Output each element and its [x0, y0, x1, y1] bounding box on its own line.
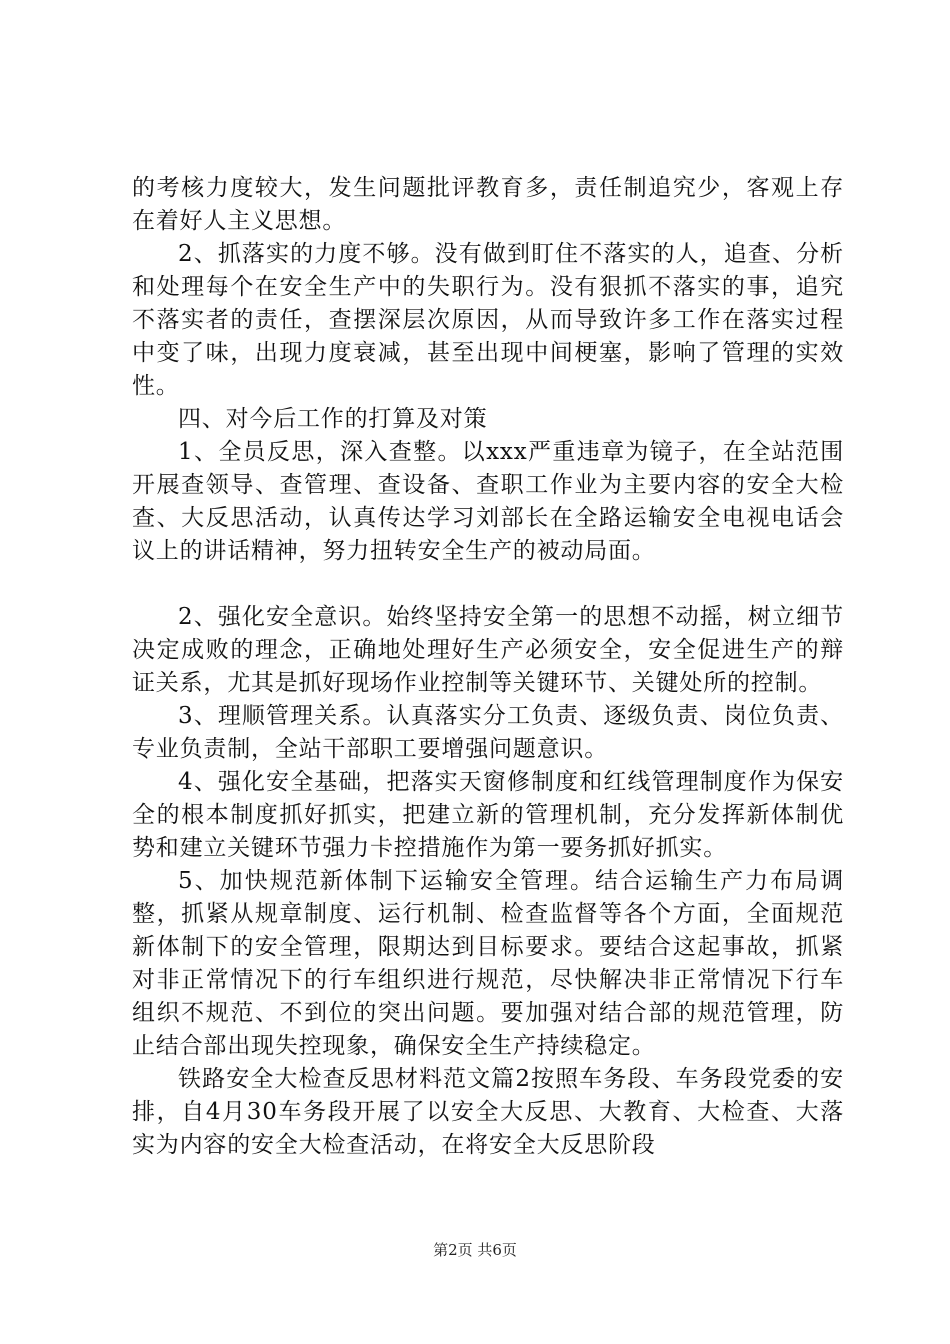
paragraph-item-5-standardization: 5、加快规范新体制下运输安全管理。结合运输生产力布局调整，抓紧从规章制度、运行机制、检查监督等各个方面，全面规范新体制下的安全管理，限期达到目标要求。要结合这起事故，抓紧对非正常情况下的行车组织进行规范，尽快解决非正常情况下行车组织不规范、不到位的突出问题。要加强对结合部的规范管理，防止结合部出现失控现象，确保安全生产持续稳定。	[132, 868, 844, 1059]
paragraph-item-4-safety-foundation: 4、强化安全基础，把落实天窗修制度和红线管理制度作为保安全的根本制度抓好抓实，把建立新的管理机制，充分发挥新体制优势和建立关键环节强力卡控措施作为第一要务抓好抓实。	[132, 769, 844, 861]
paragraph-item-3-management: 3、理顺管理关系。认真落实分工负责、逐级负责、岗位负责、专业负责制，全站干部职工要增强问题意识。	[132, 703, 844, 762]
section-heading-future-plans: 四、对今后工作的打算及对策	[178, 406, 488, 432]
paragraph-item-1-reflection: 1、全员反思，深入查整。以xxx严重违章为镜子，在全站范围开展查领导、查管理、查设备、查职工作业为主要内容的安全大检查、大反思活动，认真传达学习刘部长在全路运输安全电视电话会议上的讲话精神，努力扭转安全生产的被动局面。	[132, 439, 844, 564]
page-number-footer: 第2页 共6页	[433, 1241, 517, 1259]
paragraph-item-2-safety-awareness: 2、强化安全意识。始终坚持安全第一的思想不动摇，树立细节决定成败的理念，正确地处理好生产必须安全，安全促进生产的辩证关系，尤其是抓好现场作业控制等关键环节、关键处所的控制。	[132, 604, 844, 696]
paragraph-continuation: 的考核力度较大，发生问题批评教育多，责任制追究少，客观上存在着好人主义思想。	[132, 175, 844, 234]
paragraph-item-2-implementation: 2、抓落实的力度不够。没有做到盯住不落实的人，追查、分析和处理每个在安全生产中的失职行为。没有狠抓不落实的事，追究不落实者的责任，查摆深层次原因，从而导致许多工作在落实过程中变了味，出现力度衰减，甚至出现中间梗塞，影响了管理的实效性。	[132, 241, 844, 399]
document-body	[132, 172, 844, 1162]
paragraph-article-2-intro: 铁路安全大检查反思材料范文篇2按照车务段、车务段党委的安排，自4月30车务段开展了以安全大反思、大教育、大检查、大落实为内容的安全大检查活动，在将安全大反思阶段	[132, 1066, 844, 1158]
